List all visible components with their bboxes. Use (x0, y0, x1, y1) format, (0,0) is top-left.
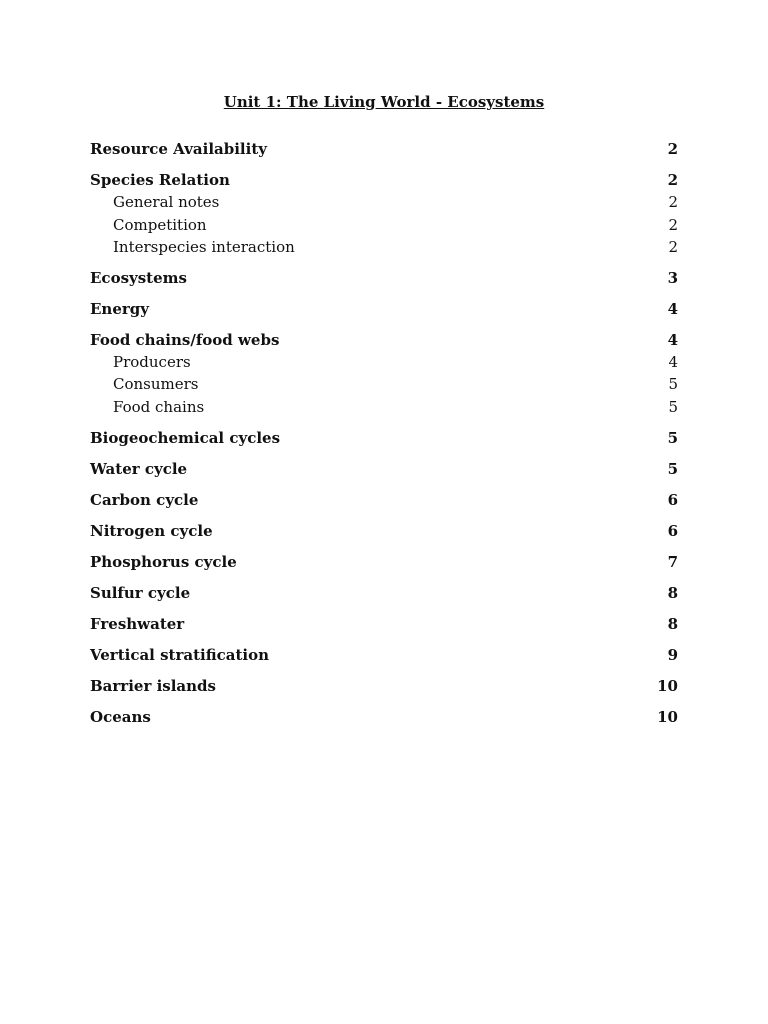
table-of-contents (90, 139, 678, 727)
toc-entry-label: Biogeochemical cycles (90, 428, 281, 447)
toc-entry-label: Competition (113, 215, 207, 234)
toc-entry[interactable] (90, 614, 678, 634)
toc-entry[interactable] (90, 459, 678, 479)
toc-page-number: 5 (668, 375, 678, 394)
toc-entry-label: Ecosystems (90, 268, 187, 287)
toc-page-number: 2 (667, 171, 678, 189)
toc-page-number: 2 (668, 237, 678, 256)
toc-entry-label: Carbon cycle (90, 490, 199, 509)
toc-subentry[interactable] (90, 192, 678, 212)
toc-entry-label: Sulfur cycle (90, 583, 191, 602)
toc-page-number: 4 (667, 299, 678, 318)
toc-page-number: 4 (667, 330, 678, 349)
toc-entry[interactable] (90, 707, 678, 727)
toc-entry[interactable] (90, 139, 678, 159)
toc-page-number: 10 (657, 676, 678, 695)
toc-entry-label: Producers (113, 353, 191, 372)
toc-page-number: 3 (667, 268, 678, 287)
toc-entry[interactable] (90, 170, 678, 190)
toc-entry[interactable] (90, 330, 678, 350)
toc-entry-label: Vertical stratification (90, 645, 270, 664)
toc-page-number: 6 (667, 521, 678, 540)
toc-entry[interactable] (90, 676, 678, 696)
toc-entry-label: Nitrogen cycle (90, 521, 213, 540)
toc-entry[interactable] (90, 299, 678, 319)
toc-entry[interactable] (90, 268, 678, 288)
toc-page-number: 4 (668, 353, 678, 372)
toc-entry-label: Food chains/food webs (90, 330, 280, 349)
toc-entry-label: Consumers (113, 375, 199, 394)
toc-entry[interactable] (90, 428, 678, 448)
toc-entry-label: Water cycle (90, 459, 188, 478)
toc-page-number: 2 (668, 215, 678, 234)
toc-page-number: 5 (667, 459, 678, 478)
toc-subentry[interactable] (90, 374, 678, 394)
toc-entry[interactable] (90, 583, 678, 603)
toc-entry-label: Interspecies interaction (113, 237, 295, 256)
toc-page-number: 6 (667, 490, 678, 509)
toc-page-number: 5 (668, 397, 678, 416)
toc-entry-label: Barrier islands (90, 676, 216, 695)
toc-page-number: 2 (668, 193, 678, 212)
toc-page-number: 9 (667, 645, 678, 664)
toc-entry-label: General notes (113, 193, 220, 212)
toc-subentry[interactable] (90, 215, 678, 235)
toc-subentry[interactable] (90, 352, 678, 372)
toc-page-number: 8 (667, 614, 678, 633)
toc-page-number: 8 (667, 583, 678, 602)
toc-subentry[interactable] (90, 397, 678, 417)
toc-entry-label: Oceans (90, 707, 151, 726)
toc-page-number: 7 (667, 552, 678, 571)
toc-entry-label: Freshwater (90, 614, 185, 633)
toc-entry-label: Food chains (113, 397, 205, 416)
document-title: Unit 1: The Living World - Ecosystems (223, 93, 545, 111)
toc-page-number: 5 (667, 428, 678, 447)
toc-entry-label: Resource Availability (90, 140, 267, 158)
toc-subentry[interactable] (90, 237, 678, 257)
toc-entry[interactable] (90, 521, 678, 541)
toc-entry-label: Energy (90, 299, 149, 318)
toc-entry[interactable] (90, 490, 678, 510)
toc-page-number: 10 (657, 707, 678, 726)
toc-entry-label: Species Relation (90, 171, 230, 189)
toc-entry[interactable] (90, 645, 678, 665)
toc-entry[interactable] (90, 552, 678, 572)
toc-entry-label: Phosphorus cycle (90, 552, 237, 571)
toc-page-number: 2 (667, 140, 678, 158)
